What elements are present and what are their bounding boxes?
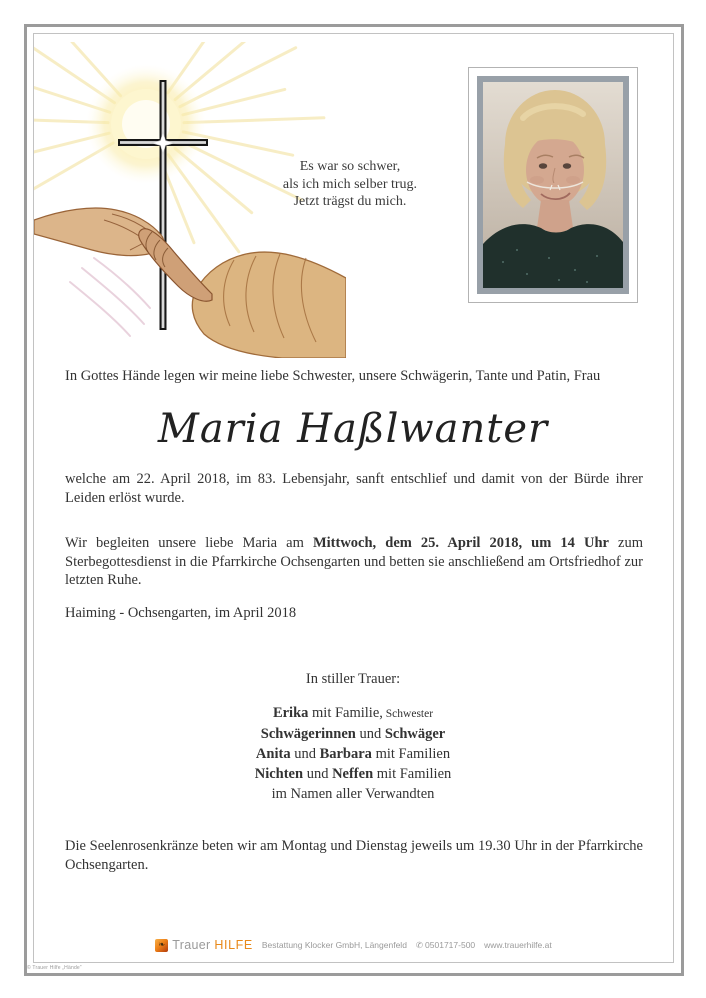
funeral-home-footer [34,935,673,955]
logo-glyph: ❧ [158,940,166,949]
mourner-line [0,744,706,764]
place-date-line: Haiming - Ochsengarten, im April 2018 [65,605,297,621]
poem-line: als ich mich selber trug. [282,176,418,192]
deceased-name: Maria Haßlwanter [157,406,549,452]
portrait-photo-frame [468,67,638,303]
mourner-line [0,764,706,784]
trauerhilfe-brand [155,938,253,952]
mourner-text: und [303,766,333,782]
funeral-text: zum Sterbegottesdienst in die Pfarrkirche Ochsengarten und betten sie anschließend am Ortsfriedhof zur letzten Ruhe. [65,535,644,588]
brand-name-orange: HILFE [214,938,253,952]
phone-item [416,940,475,951]
brand-name-gray: Trauer [172,938,211,952]
mourner-name: Schwägerinnen [260,726,356,742]
mourner-name: Neffen [332,766,374,782]
mourner-name: Nichten [254,766,304,782]
mourner-text: mit Familien [371,746,451,762]
mourner-text: und [290,746,320,762]
poem-line: Es war so schwer, [299,159,401,174]
memorial-poem [238,158,462,211]
mourning-header: In stiller Trauer: [305,671,401,687]
mourner-line: im Namen aller Verwandten [271,786,435,802]
phone-number: 0501717-500 [425,940,476,950]
portrait-photo [477,76,629,294]
mourner-relation: Schwester [382,708,434,720]
company-line: Bestattung Klocker GmbH, Längenfeld [261,940,407,950]
intro-line: In Gottes Hände legen wir meine liebe Schwester, unsere Schwägerin, Tante und Patin, Frau [65,368,601,384]
mourner-name: Erika [272,705,309,721]
phone-icon: ✆ [415,939,424,950]
poem-line: Jetzt trägst du mich. [293,194,407,209]
trauerhilfe-logo-icon [155,939,168,952]
funeral-text: Wir begleiten unsere liebe Maria am [65,535,313,551]
mourner-name: Anita [255,746,291,762]
mourner-text: mit Familie, [308,705,383,721]
portrait-of-elderly-woman [483,82,623,288]
mourner-name: Barbara [319,746,372,762]
funeral-date-highlight: Mittwoch, dem 25. April 2018, um 14 Uhr [312,535,609,551]
robe-sleeve [192,252,346,358]
mourner-line [0,724,706,744]
passing-paragraph: welche am 22. April 2018, im 83. Lebensjahr, sanft entschlief und damit von der Bürde ihrer Leiden erlöst wurde. [65,471,643,506]
mourner-line [0,703,706,724]
mourner-name: Schwäger [384,726,446,742]
artwork-copyright: © Trauer Hilfe „Hände“ [27,965,82,971]
mourner-text: mit Familien [373,766,452,782]
mourner-text: und [355,726,385,742]
sweater [483,224,623,288]
website-text: www.trauerhilfe.at [484,940,552,950]
receiving-hand [139,229,212,302]
mourners-list [0,703,706,804]
funeral-paragraph [65,534,643,590]
rosary-paragraph: Die Seelenrosenkränze beten wir am Montag und Dienstag jeweils um 19.30 Uhr in der Pfarrkirche Ochsengarten. [65,838,643,873]
